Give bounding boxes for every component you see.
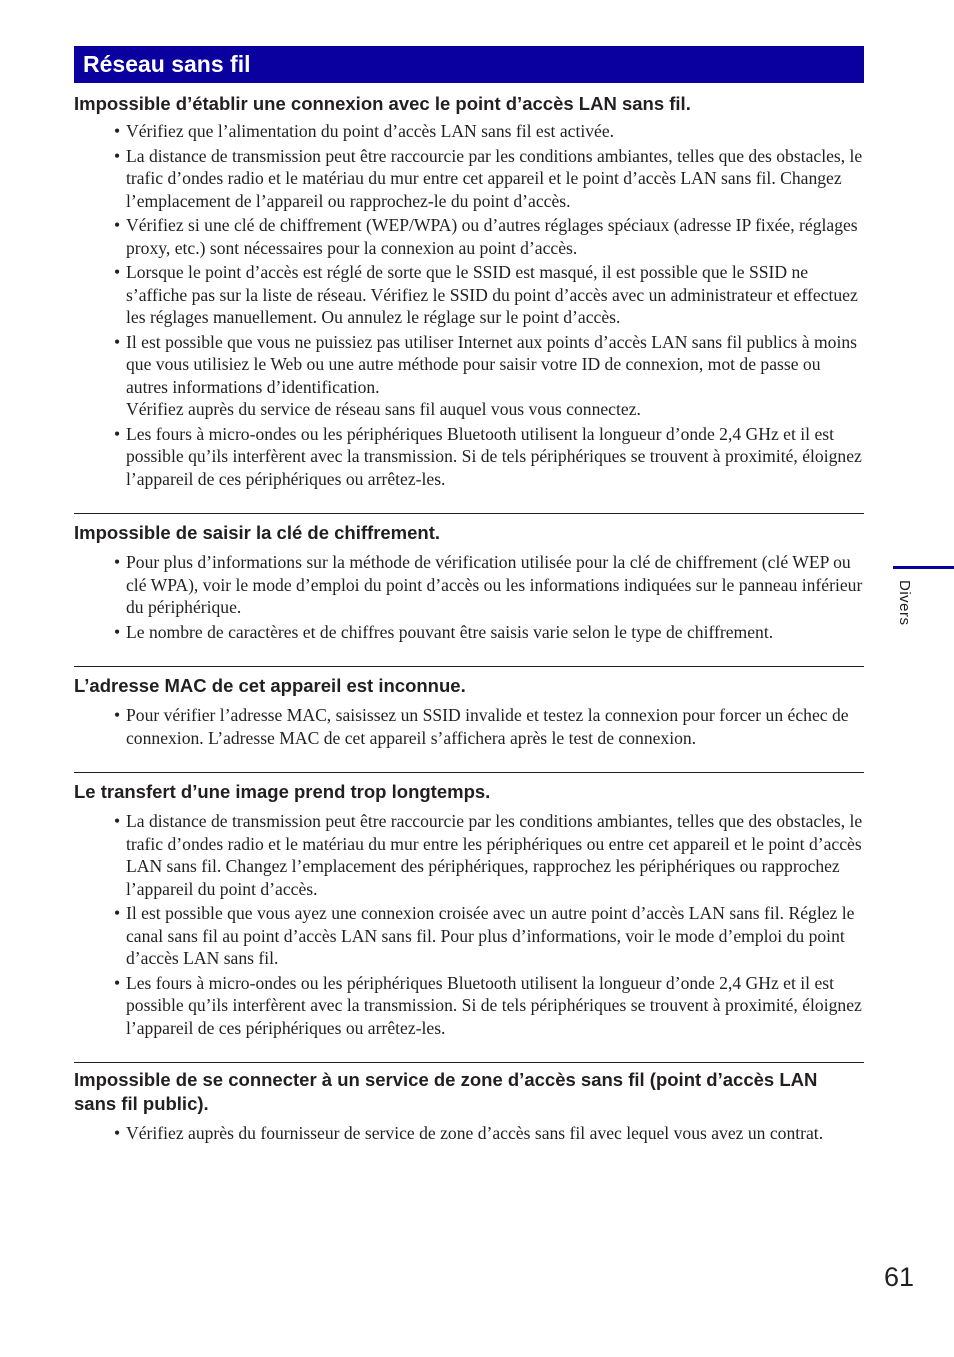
list-item: • Il est possible que vous ayez une connexion croisée avec un autre point d’accès LAN sans fil. Réglez le canal sans fil au point d’accès LAN sans fil. Pour plus d’informations, voir le mode d’emploi du point d’accès LAN sans fil. — [114, 902, 864, 970]
troubleshooting-block-encryption-key — [74, 513, 864, 643]
bullet-list — [74, 551, 864, 643]
bullet-list — [74, 1122, 864, 1145]
list-item: • La distance de transmission peut être raccourcie par les conditions ambiantes, telles que des obstacles, le trafic d’ondes radio et le matériau du mur entre cet appareil et le point d’accès LAN sans fil. Changez l’emplacement de l’appareil ou rapprochez-le du point d’accès. — [114, 145, 864, 213]
bullet-list — [74, 120, 864, 490]
troubleshooting-block-transfer-slow — [74, 772, 864, 1039]
list-item: • Le nombre de caractères et de chiffres pouvant être saisis varie selon le type de chiffrement. — [114, 621, 864, 644]
side-tab-label: Divers — [896, 580, 913, 626]
troubleshooting-block-connection — [74, 83, 864, 490]
list-item: • Il est possible que vous ne puissiez pas utiliser Internet aux points d’accès LAN sans fil publics à moins que vous utilisiez le Web ou une autre méthode pour saisir votre ID de connexion, mot de passe ou autres informations d’identification. Vérifiez auprès du service de réseau sans fil auquel vous vous connectez. — [114, 331, 864, 421]
bullet-list — [74, 704, 864, 749]
page-number: 61 — [884, 1262, 915, 1292]
list-item: • Pour plus d’informations sur la méthode de vérification utilisée pour la clé de chiffrement (clé WEP ou clé WPA), voir le mode d’emploi du point d’accès ou les informations indiquées sur le panneau inférieur du périphérique. — [114, 551, 864, 619]
troubleshooting-block-mac-address — [74, 666, 864, 749]
list-item: • La distance de transmission peut être raccourcie par les conditions ambiantes, telles que des obstacles, le trafic d’ondes radio et le matériau du mur entre les périphériques ou entre cet appareil et le point d’accès LAN sans fil. Changez l’emplacement des périphériques, rapprochez les périphériques ou rapprochez l’appareil du point d’accès. — [114, 810, 864, 900]
list-item: • Lorsque le point d’accès est réglé de sorte que le SSID est masqué, il est possible que le SSID ne s’affiche pas sur la liste de réseau. Vérifiez le SSID du point d’accès avec un administrateur et effectuez les réglages manuellement. Ou annulez le réglage sur le point d’accès. — [114, 261, 864, 329]
list-item: • Vérifiez que l’alimentation du point d’accès LAN sans fil est activée. — [114, 120, 864, 143]
list-item: • Pour vérifier l’adresse MAC, saisissez un SSID invalide et testez la connexion pour forcer un échec de connexion. L’adresse MAC de cet appareil s’affichera après le test de connexion. — [114, 704, 864, 749]
block-heading: Impossible de se connecter à un service de zone d’accès sans fil (point d’accès LAN sans fil public). — [74, 1069, 818, 1114]
list-item: • Les fours à micro-ondes ou les périphériques Bluetooth utilisent la longueur d’onde 2,4 GHz et il est possible qu’ils interfèrent avec la transmission. Si de tels périphériques se trouvent à proximité, éloignez l’appareil de ces périphériques ou arrêtez-les. — [114, 423, 864, 491]
list-item: • Les fours à micro-ondes ou les périphériques Bluetooth utilisent la longueur d’onde 2,4 GHz et il est possible qu’ils interfèrent avec la transmission. Si de tels périphériques se trouvent à proximité, éloignez l’appareil de ces périphériques ou arrêtez-les. — [114, 972, 864, 1040]
troubleshooting-block-hotspot — [74, 1062, 864, 1145]
section-title: Réseau sans fil — [74, 46, 864, 83]
list-item: • Vérifiez auprès du fournisseur de service de zone d’accès sans fil avec lequel vous avez un contrat. — [114, 1122, 864, 1145]
block-heading: L’adresse MAC de cet appareil est inconnue. — [74, 675, 466, 696]
bullet-list — [74, 810, 864, 1039]
side-tab-marker — [893, 566, 954, 569]
page-content — [74, 46, 864, 1147]
block-heading: Impossible d’établir une connexion avec le point d’accès LAN sans fil. — [74, 93, 691, 114]
block-heading: Impossible de saisir la clé de chiffrement. — [74, 522, 441, 543]
block-heading: Le transfert d’une image prend trop longtemps. — [74, 781, 491, 802]
list-item: • Vérifiez si une clé de chiffrement (WEP/WPA) ou d’autres réglages spéciaux (adresse IP fixée, réglages proxy, etc.) sont nécessaires pour la connexion au point d’accès. — [114, 214, 864, 259]
list-item-continuation: Vérifiez auprès du service de réseau sans fil auquel vous vous connectez. — [126, 399, 641, 419]
